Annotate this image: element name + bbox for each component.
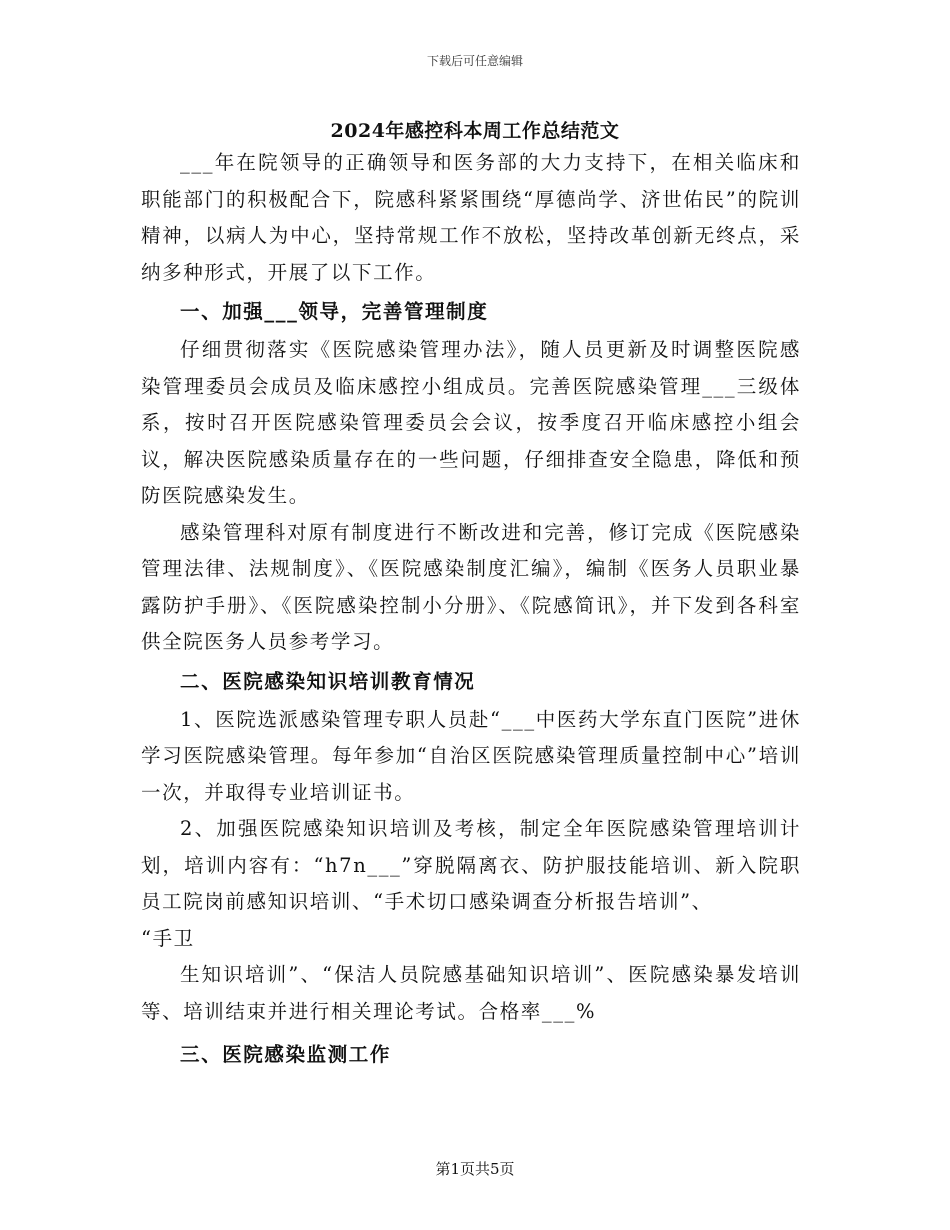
header-note: 下载后可任意编辑 <box>426 54 523 68</box>
section-1-paragraph-2: 感染管理科对原有制度进行不断改进和完善，修订完成《医院感染管理法律、法规制度》、《医院感染制度汇编》，编制《医务人员职业暴露防护手册》、《医院感染控制小分册》、《院感简讯》，并下发到各科室供全院医务人员参考学习。 <box>141 520 801 653</box>
page-indicator: 第1页共5页 <box>435 1160 515 1178</box>
section-2-paragraph-1: 1、医院选派感染管理专职人员赴“___中医药大学东直门医院”进休学习医院感染管理。每年参加“自治区医院感染管理质量控制中心”培训一次，并取得专业培训证书。 <box>141 707 801 804</box>
document-body <box>141 145 801 1075</box>
section-3-heading: 三、医院感染监测工作 <box>180 1043 392 1066</box>
section-2-paragraph-3: 生知识培训”、“保洁人员院感基础知识培训”、医院感染暴发培训等、培训结束并进行相关理论考试。合格率___% <box>141 963 801 1023</box>
document-title: 2024年感控科本周工作总结范文 <box>330 120 620 142</box>
section-2-paragraph-2-tail: “手卫 <box>141 926 195 950</box>
section-1-heading: 一、加强___领导，完善管理制度 <box>180 300 489 323</box>
section-2-heading: 二、医院感染知识培训教育情况 <box>180 669 476 693</box>
intro-paragraph: ___年在院领导的正确领导和医务部的大力支持下，在相关临床和职能部门的积极配合下，院感科紧紧围绕“厚德尚学、济世佑民”的院训精神，以病人为中心，坚持常规工作不放松，坚持改革创新无终点，采纳多种形式，开展了以下工作。 <box>141 151 801 284</box>
section-1-paragraph-1: 仔细贯彻落实《医院感染管理办法》，随人员更新及时调整医院感染管理委员会成员及临床感控小组成员。完善医院感染管理___三级体系，按时召开医院感染管理委员会会议，按季度召开临床感控小组会议，解决医院感染质量存在的一些问题，仔细排查安全隐患，降低和预防医院感染发生。 <box>141 338 801 507</box>
section-2-paragraph-2: 2、加强医院感染知识培训及考核，制定全年医院感染管理培训计划，培训内容有：“h7n___”穿脱隔离衣、防护服技能培训、新入院职员工院岗前感知识培训、“手术切口感染调查分析报告培训”、 <box>141 817 801 913</box>
